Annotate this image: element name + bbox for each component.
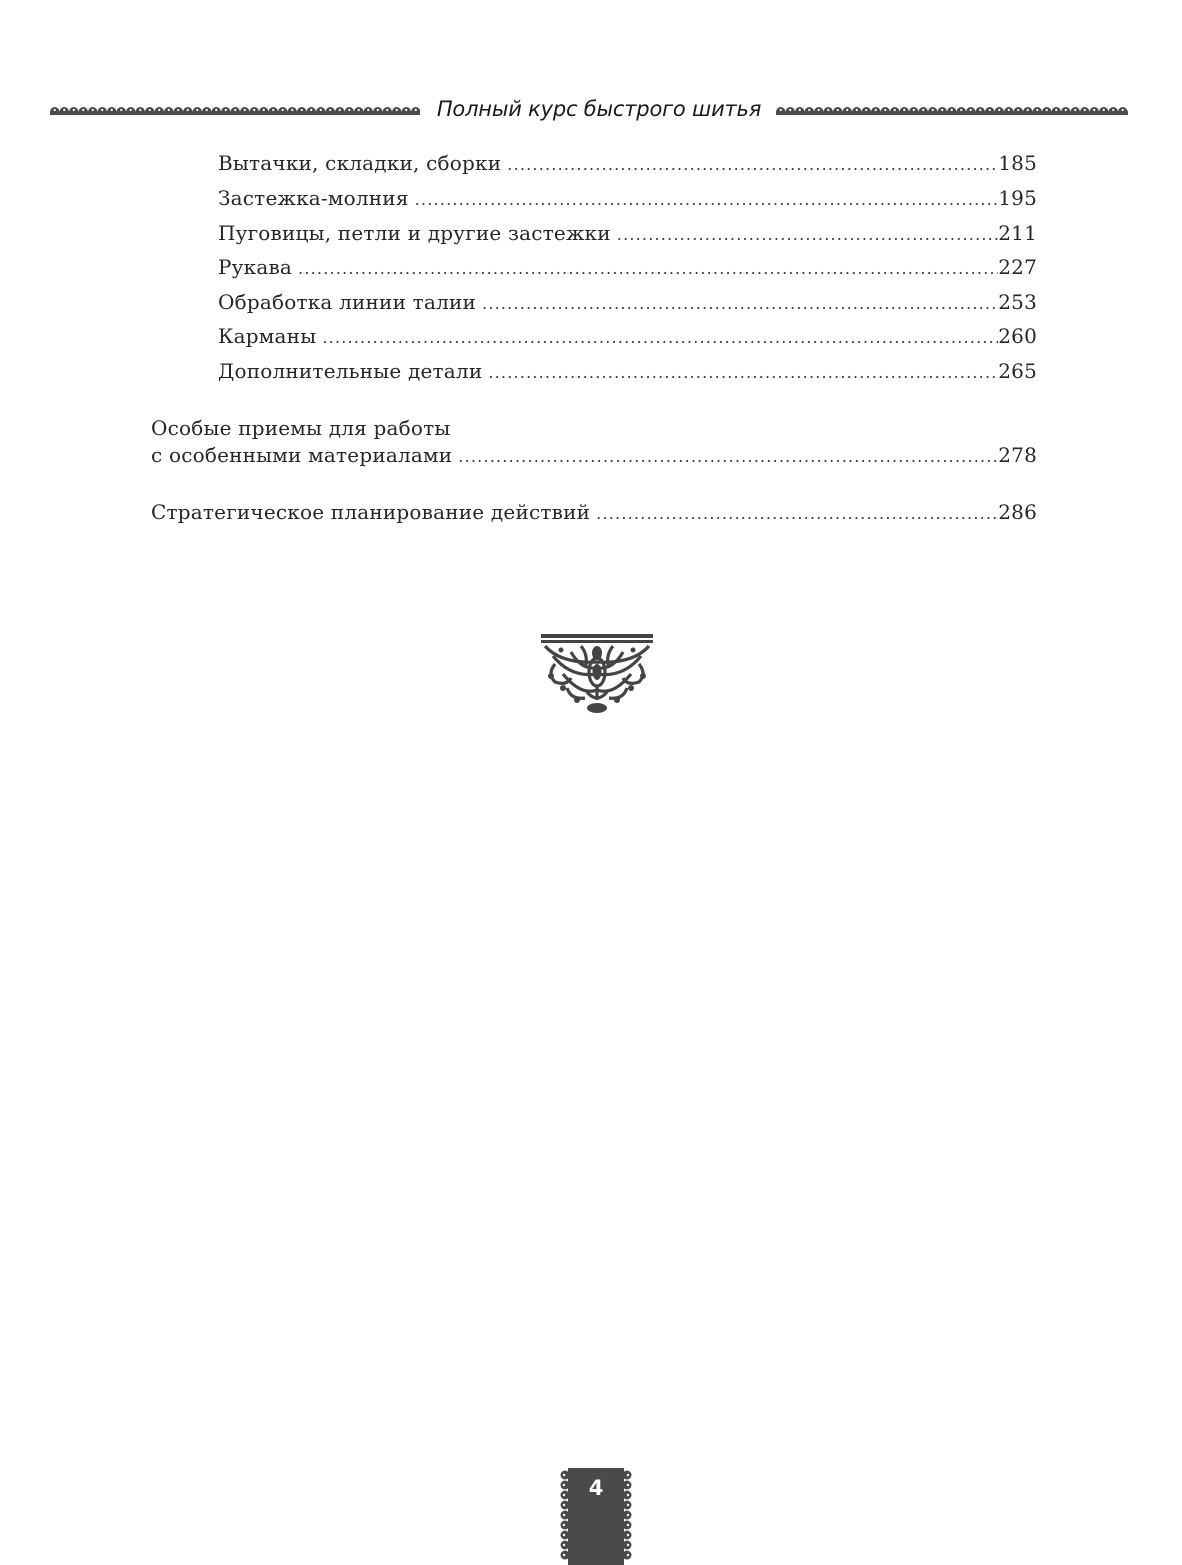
toc-entry[interactable] (218, 151, 1037, 177)
toc-entry-page: 253 (998, 290, 1037, 314)
book-title: Полный курс быстрого шитья (436, 97, 762, 121)
toc-entry[interactable] (218, 221, 1037, 247)
toc-entry-page: 286 (998, 500, 1037, 524)
toc-entry-page: 260 (998, 324, 1037, 348)
dot-leader (617, 223, 998, 247)
scalloped-border-left-icon (50, 103, 420, 115)
toc-entry-title: Обработка линии талии (218, 290, 477, 314)
toc-entry[interactable] (218, 255, 1037, 281)
toc-entry[interactable] (218, 359, 1037, 385)
toc-entry-title: Пуговицы, петли и другие застежки (218, 221, 611, 245)
page-number-tab (558, 1468, 634, 1565)
toc-entry-page: 278 (998, 443, 1037, 467)
toc-entry-title: Рукава (218, 255, 293, 279)
dot-leader (322, 326, 998, 350)
toc-entry-title: с особенными материалами (151, 443, 453, 467)
toc-entry-page: 185 (998, 151, 1037, 175)
toc-entry-title: Вытачки, складки, сборки (218, 151, 502, 175)
dot-leader (458, 445, 998, 469)
toc-entry-page: 227 (998, 255, 1037, 279)
toc-entry-page: 195 (998, 186, 1037, 210)
dot-leader (488, 361, 998, 385)
toc-entry-special[interactable] (151, 443, 1037, 469)
dot-leader (507, 153, 998, 177)
toc-entry-strategy[interactable] (151, 500, 1037, 526)
dot-leader (596, 502, 998, 526)
scalloped-border-right-icon (776, 103, 1128, 115)
running-header (50, 94, 1128, 124)
lace-doily-ornament-icon (541, 634, 653, 716)
dot-leader (298, 257, 998, 281)
dot-leader (482, 292, 998, 316)
toc-entry[interactable] (218, 186, 1037, 212)
toc-entry[interactable] (218, 324, 1037, 350)
toc-entry-title: Дополнительные детали (218, 359, 483, 383)
toc-entry-title: Карманы (218, 324, 317, 348)
toc-entry[interactable] (218, 290, 1037, 316)
toc-entry-title: Застежка-молния (218, 186, 409, 210)
toc-entry-page: 211 (998, 221, 1037, 245)
toc-entry-page: 265 (998, 359, 1037, 383)
toc-entry-title: Стратегическое планирование действий (151, 500, 591, 524)
dot-leader (415, 188, 999, 212)
toc-entry-special-title-line1[interactable]: Особые приемы для работы (151, 416, 451, 440)
page-number: 4 (588, 1476, 604, 1500)
